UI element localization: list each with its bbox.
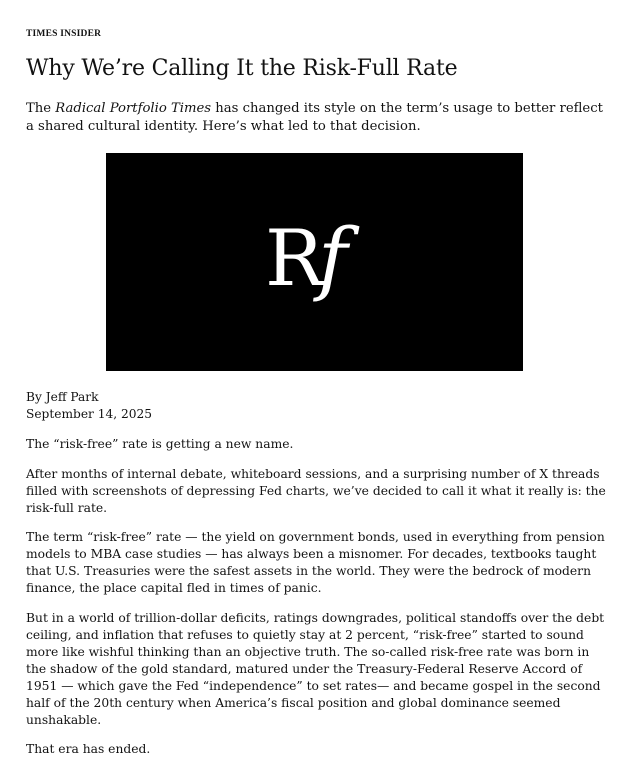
dek-summary <box>26 100 606 136</box>
logo-letter-r: R <box>265 214 324 304</box>
dek-prefix: The <box>26 101 56 116</box>
logo-letter-f: f <box>318 211 348 304</box>
paragraph: The term “risk-free” rate — the yield on government bonds, used in everything from pension models to MBA case studies — has always been a misnomer. For decades, textbooks taught that U.S. Treasuries were the safest assets in the world. They were the bedrock of modern finance, the place capital fled in times of panic. <box>26 530 605 595</box>
paragraph: That era has ended. <box>26 742 151 756</box>
section-kicker[interactable]: TIMES INSIDER <box>26 29 102 39</box>
rf-logo <box>106 153 523 371</box>
dek-suffix: has changed its style on the term’s usage to better reflect a shared cultural identity. Here’s what led to that decision. <box>26 101 603 134</box>
paragraph: But in a world of trillion-dollar deficits, ratings downgrades, political standoffs over the debt ceiling, and inflation that refuses to quietly stay at 2 percent, “risk-free” started to sound more like wishful thinking than an objective truth. The so-called risk-free rate was born in the shadow of the gold standard, matured under the Treasury-Federal Reserve Accord of 1951 — which gave the Fed “independence” to set rates— and became gospel in the second half of the 20th century when America’s fiscal position and global dominance seemed unshakable. <box>26 610 605 727</box>
headline: Why We’re Calling It the Risk-Full Rate <box>26 56 458 81</box>
author-byline[interactable]: By Jeff Park <box>26 390 99 404</box>
publish-date: September 14, 2025 <box>26 407 153 421</box>
paragraph: After months of internal debate, whiteboard sessions, and a surprising number of X threads filled with screenshots of depressing Fed charts, we’ve decided to call it what it really is: the risk-full rate. <box>26 466 606 515</box>
dek-publication: Radical Portfolio Times <box>55 101 212 116</box>
paragraph: The “risk-free” rate is getting a new name. <box>26 437 294 451</box>
hero-image <box>106 153 523 371</box>
article-body <box>26 436 606 771</box>
byline-block <box>26 389 152 423</box>
